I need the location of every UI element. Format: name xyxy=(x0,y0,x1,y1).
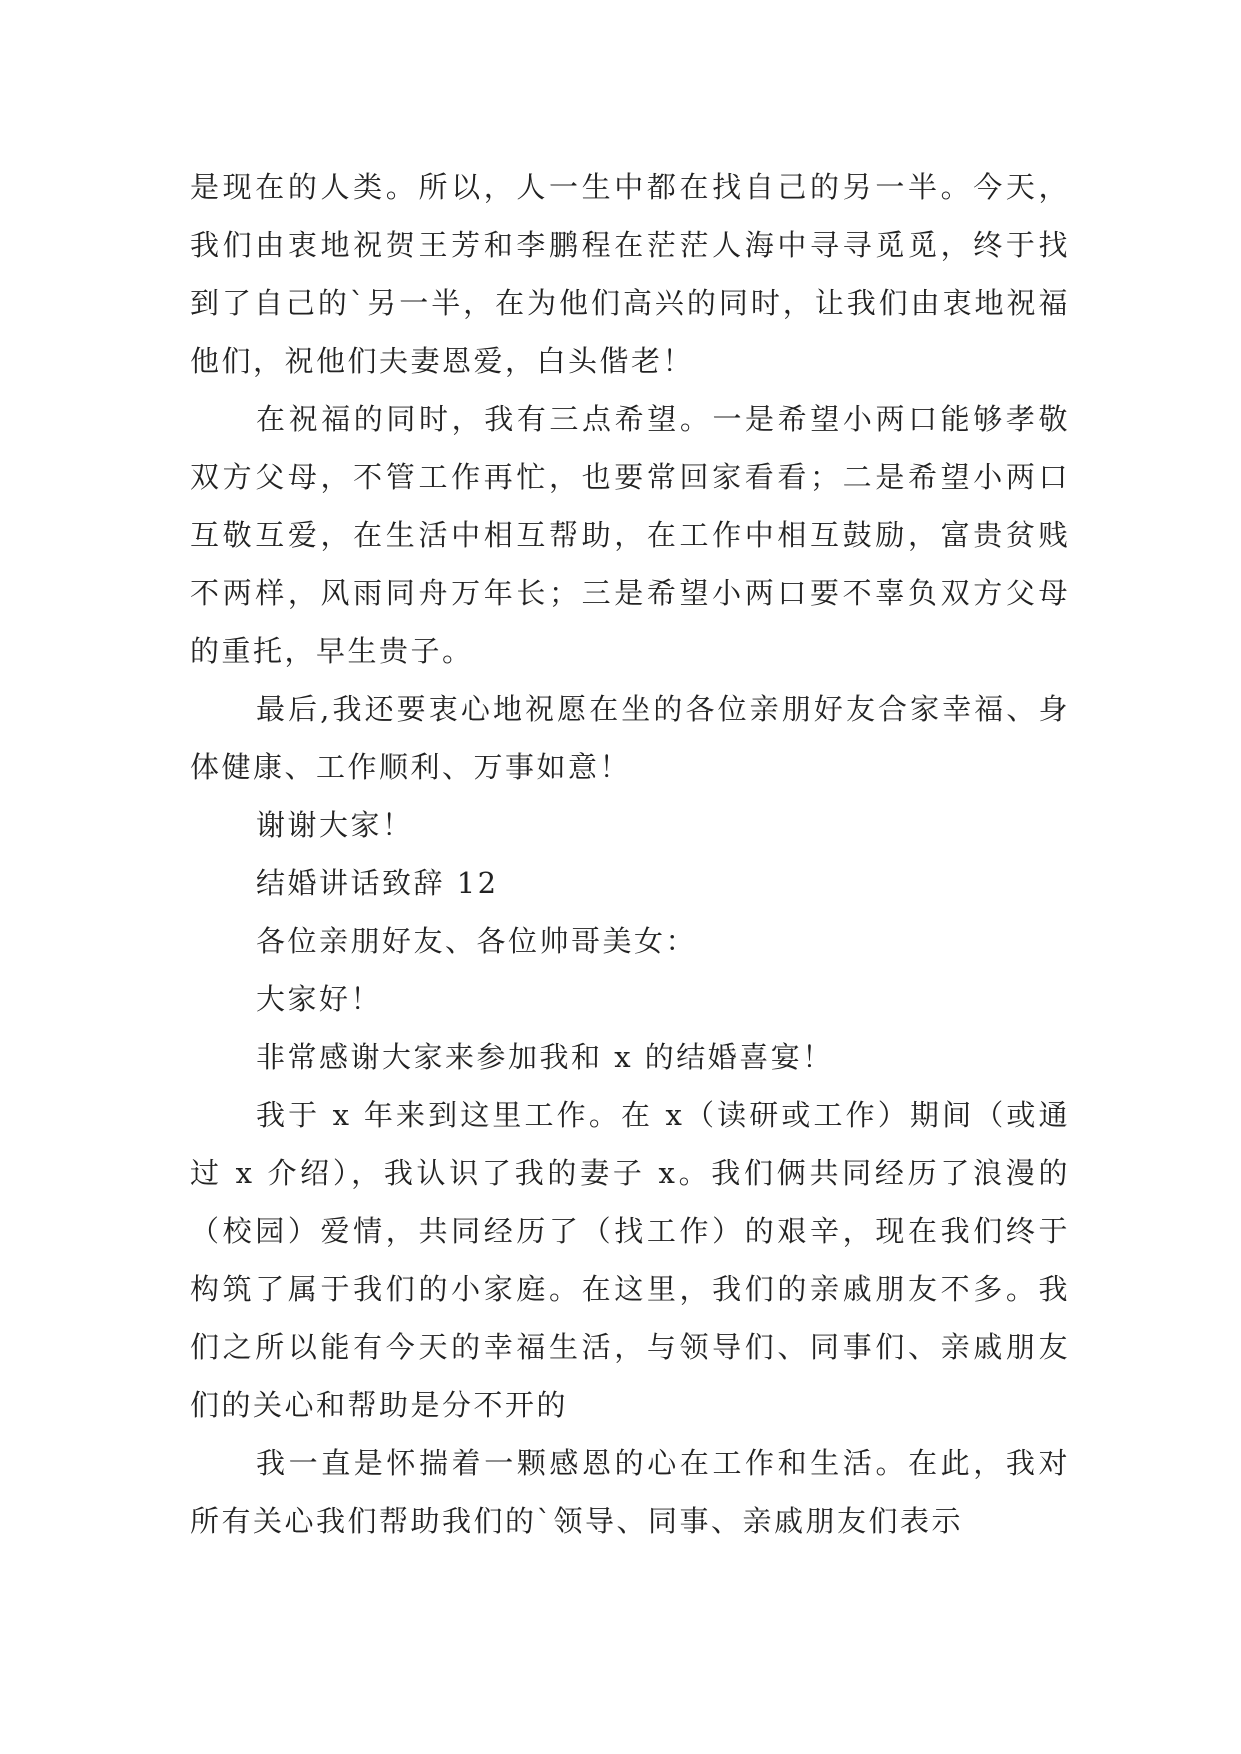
paragraph-thanks: 谢谢大家！ xyxy=(256,808,414,842)
paragraph-story: 我于 x 年来到这里工作。在 x（读研或工作）期间（或通过 x 介绍），我认识了我的妻子 x。我们俩共同经历了浪漫的（校园）爱情，共同经历了（找工作）的艰辛，现在我们终于构筑了属于我们的小家庭。在这里，我们的亲戚朋友不多。我们之所以能有今天的幸福生活，与领导们、同事们、亲戚朋友们的关心和帮助是分不开的 xyxy=(190,1098,1070,1422)
paragraph-closing-wishes: 最后,我还要衷心地祝愿在坐的各位亲朋好友合家幸福、身体健康、工作顺利、万事如意！ xyxy=(190,692,1070,784)
paragraph-continued: 是现在的人类。所以，人一生中都在找自己的另一半。今天，我们由衷地祝贺王芳和李鹏程在茫茫人海中寻寻觅觅，终于找到了自己的`另一半，在为他们高兴的同时，让我们由衷地祝福他们，祝他们夫妻恩爱，白头偕老！ xyxy=(190,170,1070,378)
paragraph-gratitude: 非常感谢大家来参加我和 x 的结婚喜宴！ xyxy=(256,1040,834,1074)
document-body xyxy=(190,158,1070,1550)
paragraph-greeting: 大家好！ xyxy=(256,982,383,1016)
paragraph-hopes: 在祝福的同时，我有三点希望。一是希望小两口能够孝敬双方父母，不管工作再忙，也要常回家看看；二是希望小两口互敬互爱，在生活中相互帮助，在工作中相互鼓励，富贵贫贱不两样，风雨同舟万年长；三是希望小两口要不辜负双方父母的重托，早生贵子。 xyxy=(190,402,1070,668)
section-heading: 结婚讲话致辞 12 xyxy=(256,866,499,900)
paragraph-salutation: 各位亲朋好友、各位帅哥美女： xyxy=(256,924,698,958)
paragraph-thankful-heart: 我一直是怀揣着一颗感恩的心在工作和生活。在此，我对所有关心我们帮助我们的`领导、同事、亲戚朋友们表示 xyxy=(190,1446,1070,1538)
